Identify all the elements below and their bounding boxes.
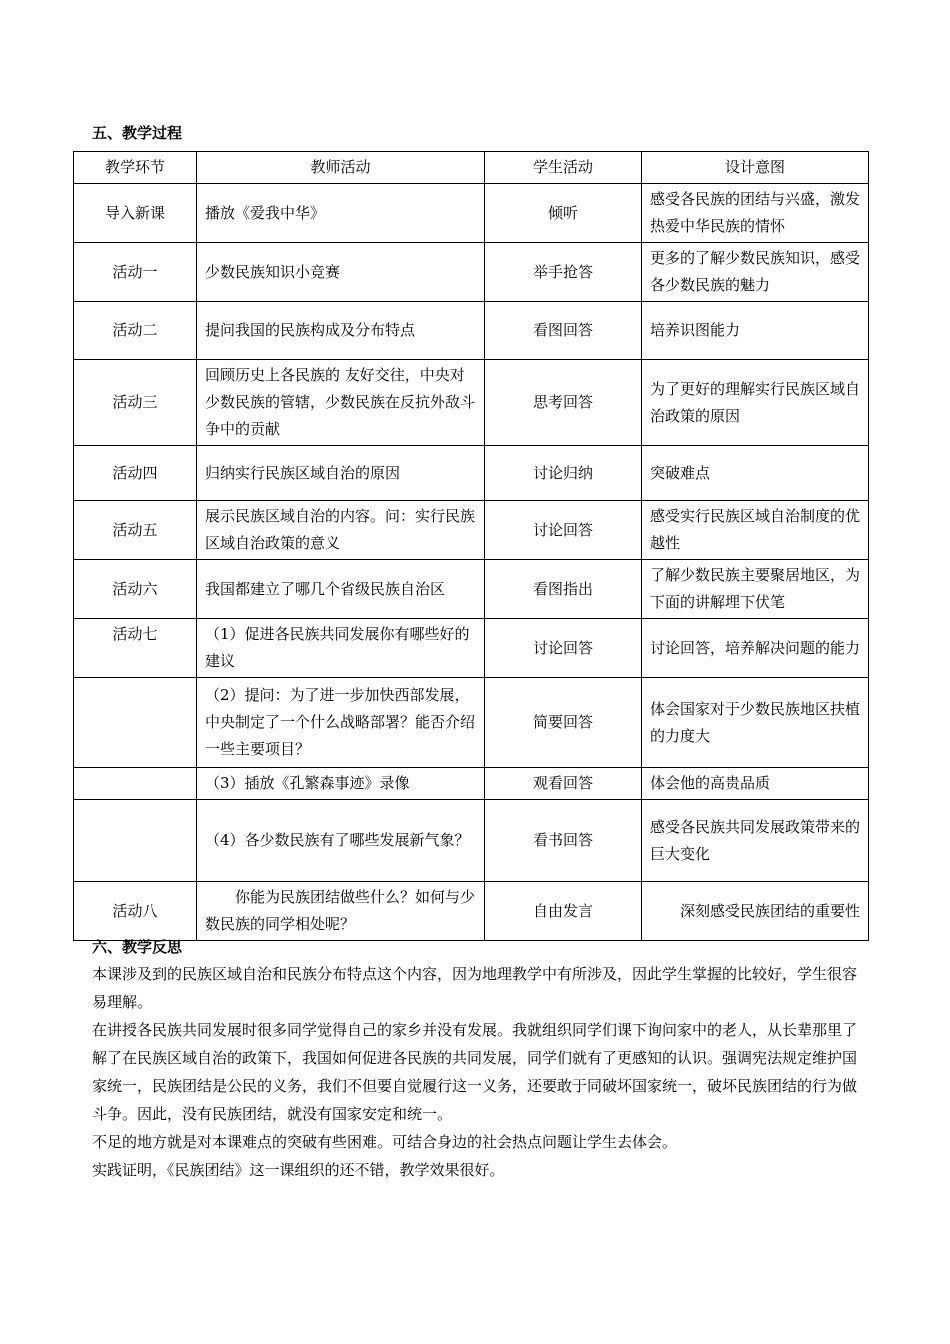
table-row (74, 768, 869, 800)
table-row (74, 501, 869, 560)
table-row (74, 619, 869, 678)
design-intent-cell: 培养识图能力 (642, 302, 869, 360)
header-student-activity: 学生活动 (485, 152, 642, 184)
teacher-activity-cell: 播放《爱我中华》 (197, 184, 485, 243)
teacher-activity-cell: 你能为民族团结做些什么？如何与少数民族的同学相处呢？ (197, 882, 485, 941)
teacher-activity-cell: 展示民族区域自治的内容。问：实行民族区域自治政策的意义 (197, 501, 485, 560)
teacher-activity-cell: （2）提问：为了进一步加快西部发展，中央制定了一个什么战略部署？能否介绍一些主要项目？ (197, 678, 485, 768)
design-intent-cell: 突破难点 (642, 446, 869, 501)
student-activity-cell: 讨论回答 (485, 619, 642, 678)
section-6-heading: 六、教学反思 (92, 938, 183, 956)
teacher-activity-cell: 我国都建立了哪几个省级民族自治区 (197, 560, 485, 619)
student-activity-cell: 举手抢答 (485, 243, 642, 302)
design-intent-cell: 体会他的高贵品质 (642, 768, 869, 800)
section-5-heading: 五、教学过程 (92, 124, 183, 142)
reflection-paragraph: 本课涉及到的民族区域自治和民族分布特点这个内容，因为地理教学中有所涉及，因此学生掌握的比较好，学生很容易理解。 (92, 965, 858, 1011)
student-activity-cell: 思考回答 (485, 360, 642, 446)
student-activity-cell: 观看回答 (485, 768, 642, 800)
stage-cell: 活动八 (74, 882, 197, 941)
header-teacher-activity: 教师活动 (197, 152, 485, 184)
teacher-activity-cell: （3）插放《孔繁森事迹》录像 (197, 768, 485, 800)
reflection-paragraph: 不足的地方就是对本课难点的突破有些困难。可结合身边的社会热点问题让学生去体会。 (92, 1133, 678, 1151)
table-row (74, 243, 869, 302)
stage-cell: 导入新课 (74, 184, 197, 243)
student-activity-cell: 自由发言 (485, 882, 642, 941)
student-activity-cell: 看书回答 (485, 800, 642, 882)
table-row (74, 678, 869, 768)
header-stage: 教学环节 (74, 152, 197, 184)
table-header-row (74, 152, 869, 184)
stage-cell (74, 768, 197, 800)
stage-cell (74, 678, 197, 768)
stage-cell: 活动七 (74, 619, 197, 678)
student-activity-cell: 看图指出 (485, 560, 642, 619)
design-intent-cell: 讨论回答，培养解决问题的能力 (642, 619, 869, 678)
table-row (74, 882, 869, 941)
design-intent-cell: 感受各民族共同发展政策带来的巨大变化 (642, 800, 869, 882)
table-row (74, 360, 869, 446)
stage-cell (74, 800, 197, 882)
teacher-activity-cell: 提问我国的民族构成及分布特点 (197, 302, 485, 360)
student-activity-cell: 倾听 (485, 184, 642, 243)
stage-cell: 活动二 (74, 302, 197, 360)
teacher-activity-cell: （1）促进各民族共同发展你有哪些好的建议 (197, 619, 485, 678)
teacher-activity-cell: 少数民族知识小竞赛 (197, 243, 485, 302)
table-row (74, 302, 869, 360)
table-row (74, 800, 869, 882)
teacher-activity-cell: 回顾历史上各民族的 友好交往，中央对少数民族的管辖，少数民族在反抗外敌斗争中的贡献 (197, 360, 485, 446)
design-intent-cell: 了解少数民族主要聚居地区，为下面的讲解埋下伏笔 (642, 560, 869, 619)
header-design-intent: 设计意图 (642, 152, 869, 184)
stage-cell: 活动四 (74, 446, 197, 501)
design-intent-cell: 更多的了解少数民族知识，感受各少数民族的魅力 (642, 243, 869, 302)
stage-cell: 活动三 (74, 360, 197, 446)
design-intent-cell: 感受实行民族区域自治制度的优越性 (642, 501, 869, 560)
table-row (74, 560, 869, 619)
teacher-activity-cell: （4）各少数民族有了哪些发展新气象？ (197, 800, 485, 882)
design-intent-cell: 为了更好的理解实行民族区域自治政策的原因 (642, 360, 869, 446)
reflection-paragraph: 在讲授各民族共同发展时很多同学觉得自己的家乡并没有发展。我就组织同学们课下询问家中的老人，从长辈那里了解了在民族区域自治的政策下，我国如何促进各民族的共同发展，同学们就有了更感知的认识。强调宪法规定维护国家统一，民族团结是公民的义务，我们不但要自觉履行这一义务，还要敢于同破坏国家统一，破坏民族团结的行为做斗争。因此，没有民族团结，就没有国家安定和统一。 (92, 1021, 858, 1123)
table-row (74, 184, 869, 243)
teacher-activity-cell: 归纳实行民族区域自治的原因 (197, 446, 485, 501)
stage-cell: 活动五 (74, 501, 197, 560)
reflection-paragraph: 实践证明，《民族团结》这一课组织的还不错，教学效果很好。 (92, 1161, 505, 1179)
table-row (74, 446, 869, 501)
teaching-process-table (73, 151, 869, 941)
design-intent-cell: 体会国家对于少数民族地区扶植的力度大 (642, 678, 869, 768)
stage-cell: 活动一 (74, 243, 197, 302)
student-activity-cell: 讨论回答 (485, 501, 642, 560)
design-intent-cell: 深刻感受民族团结的重要性 (642, 882, 869, 941)
student-activity-cell: 简要回答 (485, 678, 642, 768)
design-intent-cell: 感受各民族的团结与兴盛，激发热爱中华民族的情怀 (642, 184, 869, 243)
student-activity-cell: 讨论归纳 (485, 446, 642, 501)
stage-cell: 活动六 (74, 560, 197, 619)
reflection-body (92, 960, 867, 1184)
student-activity-cell: 看图回答 (485, 302, 642, 360)
